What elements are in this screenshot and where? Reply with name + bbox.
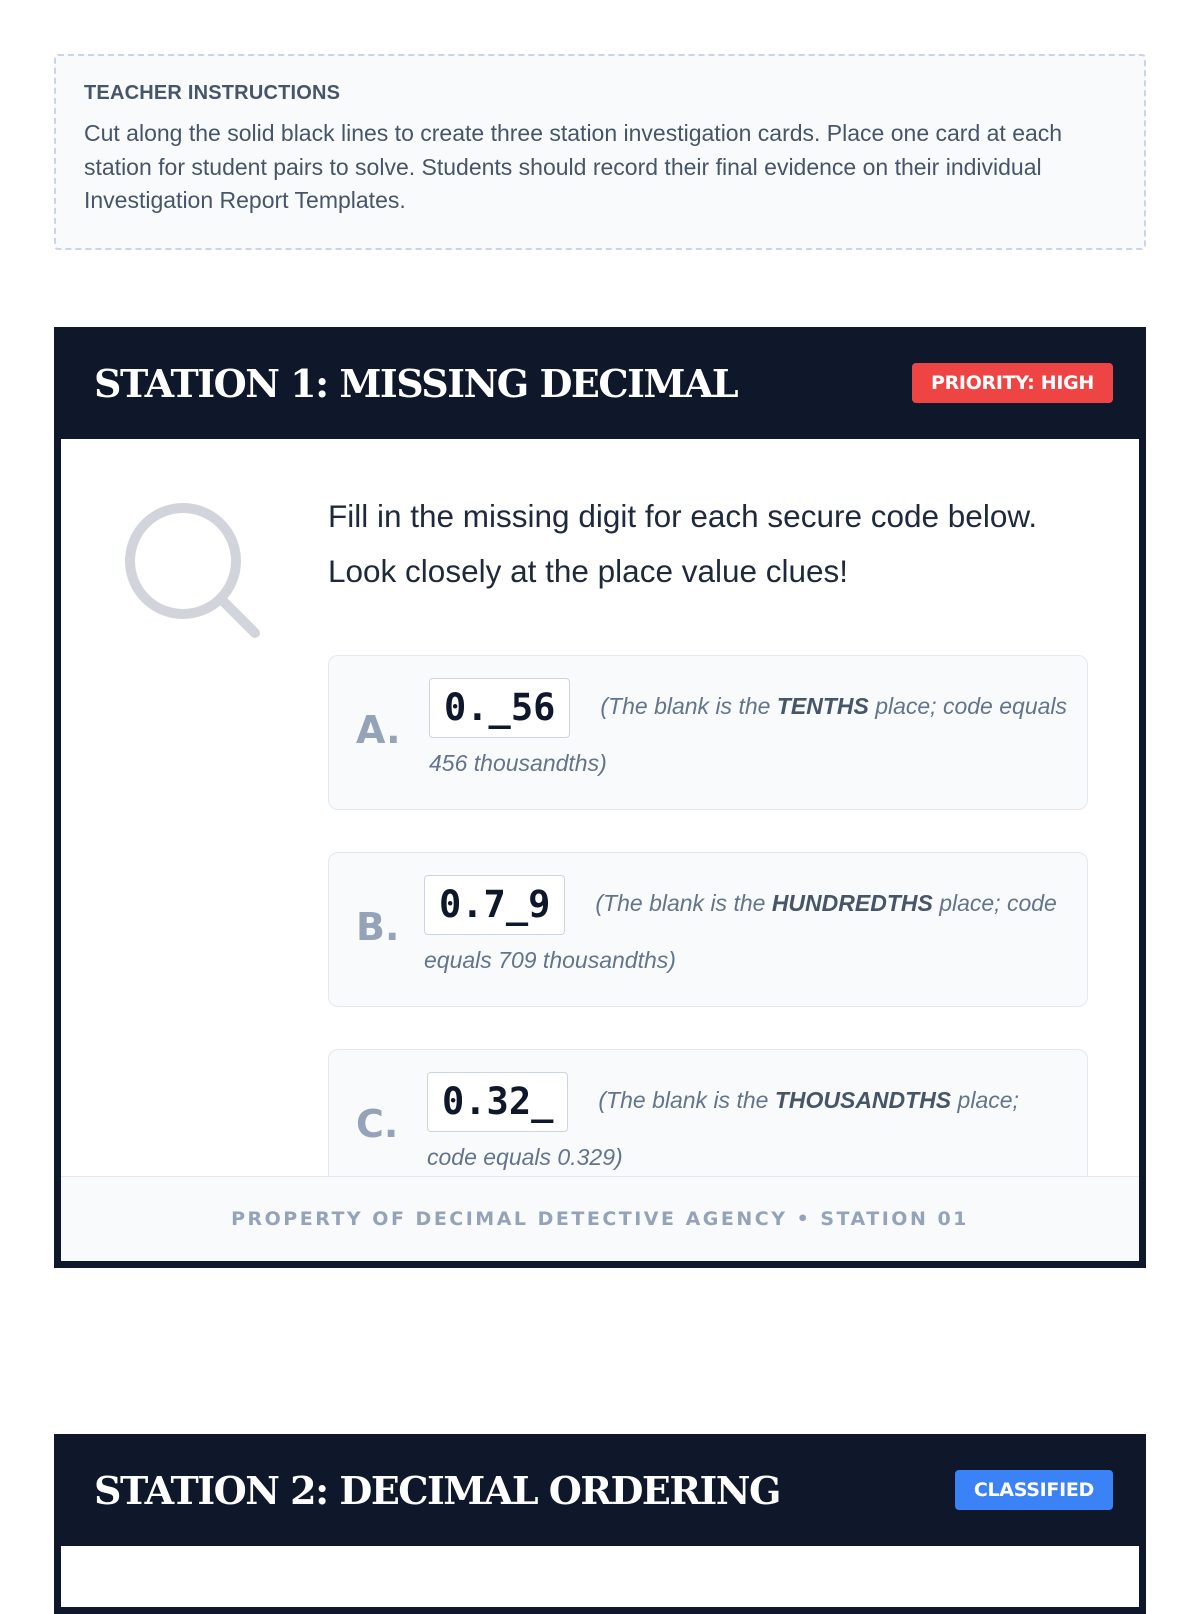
clue-letter: B. <box>356 905 400 949</box>
instructions-text: Cut along the solid black lines to create three station investigation cards. Place one card at each station for student pairs to solve. Students should record their final evidence on their individual Investigation Report Templates. <box>84 120 1063 213</box>
instructions-label: TEACHER INSTRUCTIONS <box>84 82 341 104</box>
station-1-footer: PROPERTY OF DECIMAL DETECTIVE AGENCY • STATION 01 <box>61 1176 1139 1261</box>
classified-badge: CLASSIFIED <box>955 1470 1113 1510</box>
clue-hint-pre: (The blank is the <box>595 890 772 917</box>
clue-hint-post: place; code equals 0.329) <box>427 1087 1019 1170</box>
code-box: 0.7_9 <box>424 875 565 935</box>
station-1-header <box>54 327 1146 439</box>
clue-hint-pre: (The blank is the <box>600 693 777 720</box>
clue-text <box>429 678 1067 788</box>
station-2-card <box>54 1434 1146 1614</box>
priority-badge: PRIORITY: HIGH <box>912 363 1113 403</box>
clue-text <box>427 1072 1067 1182</box>
teacher-instructions <box>54 54 1146 250</box>
clue-hint-post: place; code equals 456 thousandths) <box>429 693 1068 776</box>
place-value-keyword: HUNDREDTHS <box>771 890 933 917</box>
station-1-body <box>61 439 1139 1261</box>
place-value-keyword: THOUSANDTHS <box>774 1087 952 1114</box>
clue-text <box>424 875 1067 985</box>
clue-a <box>328 655 1088 810</box>
clue-b <box>328 852 1088 1007</box>
code-box: 0._56 <box>429 678 570 738</box>
station-1-prompt: Fill in the missing digit for each secure code below. Look closely at the place value clues! <box>328 498 1038 589</box>
clue-hint-post: place; code equals 709 thousandths) <box>424 890 1057 973</box>
code-box: 0.32_ <box>427 1072 568 1132</box>
station-2-title: STATION 2: DECIMAL ORDERING <box>94 1467 780 1513</box>
station-1-card <box>54 327 1146 1268</box>
clue-letter: A. <box>356 708 401 752</box>
place-value-keyword: TENTHS <box>776 693 869 720</box>
magnifying-glass-icon <box>125 503 265 643</box>
station-1-title: STATION 1: MISSING DECIMAL <box>94 360 738 406</box>
clue-hint-pre: (The blank is the <box>598 1087 775 1114</box>
station-2-header <box>54 1434 1146 1546</box>
clue-letter: C. <box>356 1102 399 1146</box>
